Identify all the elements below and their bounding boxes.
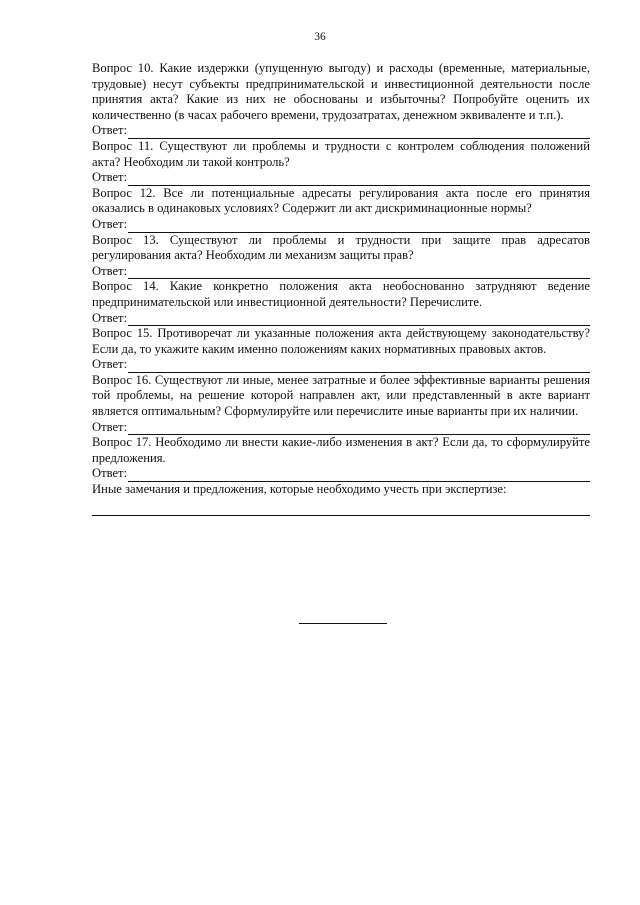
question-block-11 xyxy=(92,139,590,186)
question-block-17 xyxy=(92,435,590,482)
answer-line[interactable] xyxy=(128,360,590,373)
answer-line[interactable] xyxy=(128,126,590,139)
answer-label: Ответ: xyxy=(92,216,128,231)
question-text: Вопрос 13. Существуют ли проблемы и трудности при защите прав адресатов регулирования акта? Необходим ли механизм защиты прав? xyxy=(92,232,590,263)
question-block-15 xyxy=(92,326,590,373)
answer-field[interactable] xyxy=(92,311,590,327)
page-number: 36 xyxy=(314,31,326,43)
answer-line[interactable] xyxy=(128,422,590,435)
question-text: Вопрос 10. Какие издержки (упущенную выгоду) и расходы (временные, материальные, трудовые) несут субъекты предпринимательской и инвестиционной деятельности после принятия акта? Какие из них не обоснованы и избыточны? Попробуйте оценить их количественно (в часах рабочего времени, трудозатратах, денежном эквиваленте и т.п.). xyxy=(92,61,590,122)
question-block-14 xyxy=(92,279,590,326)
end-of-document-rule xyxy=(299,623,387,624)
answer-label: Ответ: xyxy=(92,357,128,372)
question-block-10 xyxy=(92,61,590,139)
answer-label: Ответ: xyxy=(92,466,128,481)
extra-remarks-line[interactable] xyxy=(92,500,590,516)
answer-field[interactable] xyxy=(92,264,590,280)
answer-field[interactable] xyxy=(92,357,590,373)
answer-line[interactable] xyxy=(128,313,590,326)
answer-field[interactable] xyxy=(92,217,590,233)
answer-label: Ответ: xyxy=(92,123,128,138)
answer-field[interactable] xyxy=(92,123,590,139)
answer-line[interactable] xyxy=(128,220,590,233)
answer-label: Ответ: xyxy=(92,310,128,325)
answer-field[interactable] xyxy=(92,170,590,186)
answer-line[interactable] xyxy=(128,266,590,279)
question-text: Вопрос 11. Существуют ли проблемы и трудности с контролем соблюдения положений акта? Необходим ли такой контроль? xyxy=(92,138,590,169)
extra-remarks-label: Иные замечания и предложения, которые необходимо учесть при экспертизе: xyxy=(92,482,507,497)
extra-remarks-block xyxy=(92,482,590,516)
question-text: Вопрос 15. Противоречат ли указанные положения акта действующему законодательству? Если да, то укажите каким именно положениям каких нормативных правовых актов. xyxy=(92,326,590,356)
question-text: Вопрос 16. Существуют ли иные, менее затратные и более эффективные варианты решения той проблемы, на решение которой направлен акт, или представленный в акте вариант является оптимальным? Сформулируйте или перечислите иные варианты при их наличии. xyxy=(92,372,590,419)
question-text: Вопрос 12. Все ли потенциальные адресаты регулирования акта после его принятия оказались в одинаковых условиях? Содержит ли акт дискриминационные нормы? xyxy=(92,185,590,216)
answer-label: Ответ: xyxy=(92,419,128,434)
question-block-16 xyxy=(92,373,590,435)
question-text: Вопрос 14. Какие конкретно положения акта необоснованно затрудняют ведение предпринимательской или инвестиционной деятельности? Перечислите. xyxy=(92,279,590,309)
answer-field[interactable] xyxy=(92,420,590,436)
answer-line[interactable] xyxy=(128,469,590,482)
questionnaire xyxy=(92,61,590,516)
answer-label: Ответ: xyxy=(92,170,128,185)
answer-label: Ответ: xyxy=(92,263,128,278)
question-block-12 xyxy=(92,186,590,233)
question-text: Вопрос 17. Необходимо ли внести какие-либо изменения в акт? Если да, то сформулируйте предложения. xyxy=(92,435,590,465)
question-block-13 xyxy=(92,233,590,280)
answer-line[interactable] xyxy=(128,173,590,186)
answer-field[interactable] xyxy=(92,466,590,482)
